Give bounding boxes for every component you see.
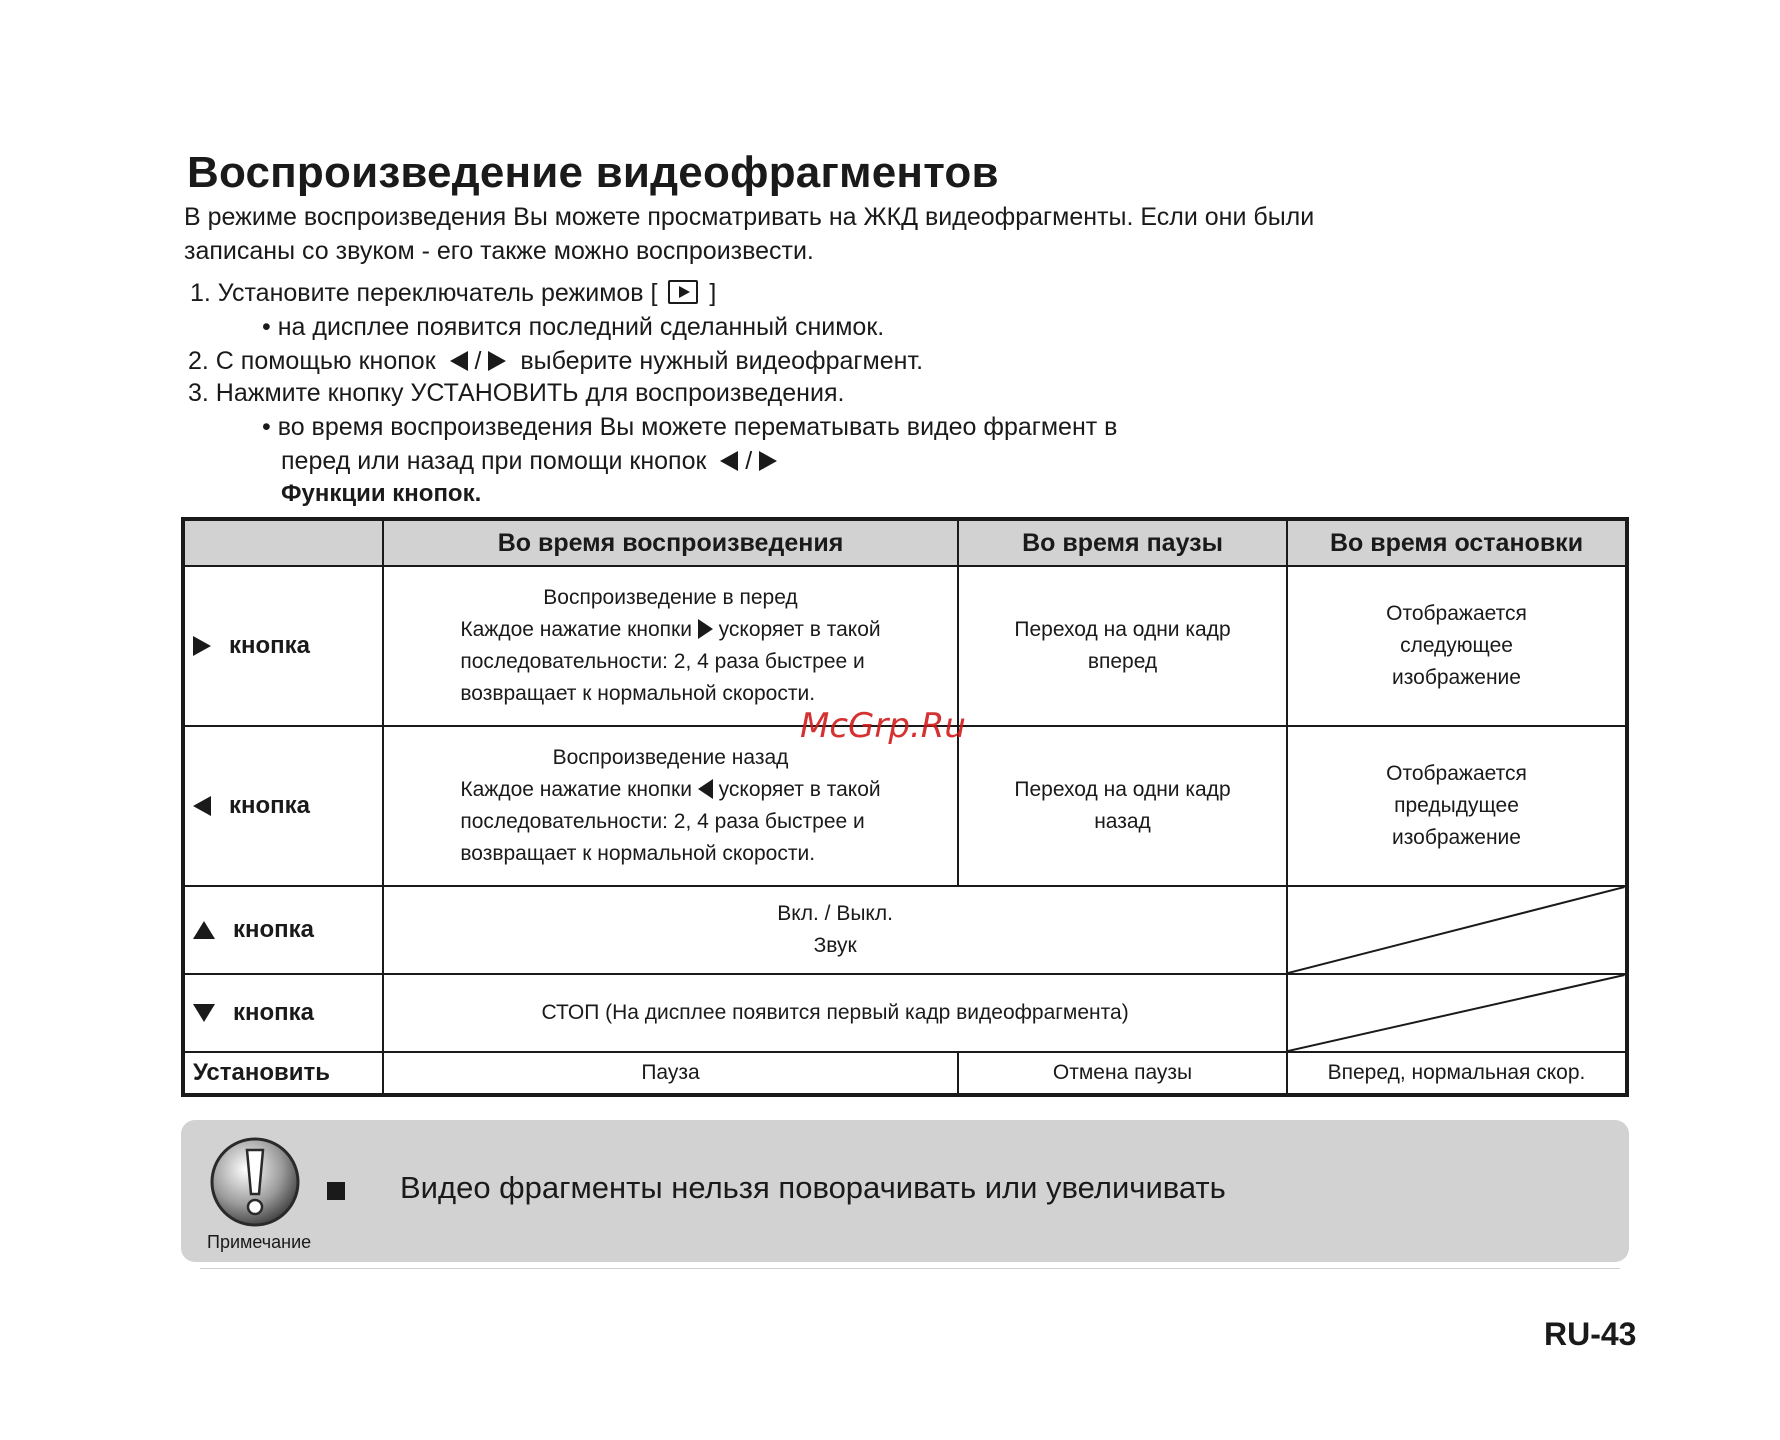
divider [200, 1268, 1620, 1269]
step-3-note-line-1: • во время воспроизведения Вы можете перематывать видео фрагмент в [262, 413, 1118, 441]
note-caption: Примечание [207, 1232, 312, 1252]
row-label-up [185, 887, 382, 973]
left-stop-line-1: Отображается [1386, 762, 1527, 785]
set-during-pause: Отмена паузы [957, 1053, 1286, 1093]
right-stop-line-1: Отображается [1386, 602, 1527, 625]
header-cell-empty [185, 521, 382, 565]
exclamation-icon [209, 1136, 301, 1228]
page-title: Воспроизведение видеофрагментов [187, 148, 999, 197]
table-header-row [185, 521, 1625, 565]
left-stop-line-3: изображение [1392, 826, 1521, 849]
row-label-left [185, 727, 382, 885]
left-play-line-1-post: ускоряет в такой [718, 778, 881, 801]
left-arrow-icon [698, 779, 713, 799]
left-arrow-icon [193, 796, 211, 816]
table-row-left-button [185, 725, 1625, 885]
left-play-line-1 [460, 774, 880, 806]
right-arrow-icon [698, 619, 713, 639]
note-text: Видео фрагменты нельзя поворачивать или увеличивать [400, 1170, 1226, 1205]
up-during-playback-pause [382, 887, 1287, 973]
left-arrow-icon [720, 451, 738, 471]
step-2 [188, 344, 923, 378]
step-1-close: ] [709, 279, 717, 307]
watermark: McGrp.Ru [800, 706, 966, 746]
left-pause-line-2: назад [1094, 810, 1151, 833]
step-1 [190, 276, 716, 310]
functions-heading: Функции кнопок. [281, 480, 482, 507]
step-2-pre: 2. С помощью кнопок [188, 347, 436, 375]
right-play-title: Воспроизведение в перед [543, 586, 798, 609]
right-pause-line-1: Переход на одни кадр [1014, 618, 1231, 641]
down-during-stop-empty [1286, 975, 1625, 1051]
right-play-line-3: возвращает к нормальной скорости. [460, 682, 816, 705]
left-stop-line-2: предыдущее [1394, 794, 1519, 817]
left-pause-line-1: Переход на одни кадр [1014, 778, 1231, 801]
row-label-down [185, 975, 382, 1051]
right-during-stop [1286, 567, 1625, 725]
right-during-playback [382, 567, 957, 725]
right-button-label: кнопка [229, 632, 311, 659]
step-3-note-line-2 [281, 444, 777, 478]
table-row-up-button [185, 885, 1625, 973]
note-bullet [327, 1182, 345, 1200]
set-during-stop: Вперед, нормальная скор. [1286, 1053, 1625, 1093]
diagonal-strike [1288, 975, 1625, 1051]
left-play-line-3: возвращает к нормальной скорости. [460, 842, 816, 865]
right-stop-line-2: следующее [1400, 634, 1513, 657]
step-1-text: 1. Установите переключатель режимов [ [190, 279, 658, 307]
right-play-line-1-post: ускоряет в такой [718, 618, 881, 641]
left-during-playback [382, 727, 957, 885]
right-arrow-icon [759, 451, 777, 471]
header-during-stop: Во время остановки [1286, 521, 1625, 565]
playback-mode-icon [668, 280, 698, 304]
up-during-stop-empty [1286, 887, 1625, 973]
up-arrow-icon [193, 921, 215, 939]
note-box [181, 1120, 1629, 1262]
step-3: 3. Нажмите кнопку УСТАНОВИТЬ для воспроизведения. [188, 379, 845, 407]
right-play-line-1 [460, 614, 880, 646]
diagonal-strike [1288, 887, 1625, 973]
right-during-pause [957, 567, 1286, 725]
down-arrow-icon [193, 1004, 215, 1022]
left-button-label: кнопка [229, 792, 311, 819]
left-play-title: Воспроизведение назад [552, 746, 789, 769]
right-pause-line-2: вперед [1087, 650, 1158, 673]
row-label-right [185, 567, 382, 725]
up-line-1: Вкл. / Выкл. [777, 902, 893, 925]
right-arrow-icon [488, 351, 506, 371]
right-stop-line-3: изображение [1392, 666, 1521, 689]
header-during-playback: Во время воспроизведения [382, 521, 957, 565]
left-play-line-1-pre: Каждое нажатие кнопки [460, 778, 692, 801]
step-1-note: • на дисплее появится последний сделанный снимок. [262, 313, 885, 341]
right-play-line-1-pre: Каждое нажатие кнопки [460, 618, 692, 641]
right-play-line-2: последовательности: 2, 4 раза быстрее и [460, 650, 865, 673]
intro-paragraph: В режиме воспроизведения Вы можете просматривать на ЖКД видеофрагменты. Если они были записаны со звуком - его также можно воспроизвести. [184, 203, 1315, 265]
header-during-pause: Во время паузы [957, 521, 1286, 565]
up-line-2: Звук [813, 934, 857, 957]
step-3-sep: / [745, 447, 753, 475]
step-2-sep: / [474, 347, 482, 375]
down-during-playback-pause: СТОП (На дисплее появится первый кадр видеофрагмента) [382, 975, 1287, 1051]
row-label-set: Установить [193, 1059, 331, 1086]
set-during-playback: Пауза [382, 1053, 957, 1093]
step-2-post: выберите нужный видеофрагмент. [520, 347, 924, 375]
left-during-stop [1286, 727, 1625, 885]
table-row-down-button [185, 973, 1625, 1051]
table-row-right-button [185, 565, 1625, 725]
table-row-set-button [185, 1051, 1625, 1093]
step-3-note-line-2-text: перед или назад при помощи кнопок [281, 447, 707, 475]
right-arrow-icon [193, 636, 211, 656]
left-play-line-2: последовательности: 2, 4 раза быстрее и [460, 810, 865, 833]
button-functions-table [181, 517, 1629, 1097]
left-during-pause [957, 727, 1286, 885]
page-number: RU-43 [1544, 1316, 1637, 1352]
up-button-label: кнопка [233, 916, 315, 943]
left-arrow-icon [450, 351, 468, 371]
down-button-label: кнопка [233, 999, 315, 1026]
